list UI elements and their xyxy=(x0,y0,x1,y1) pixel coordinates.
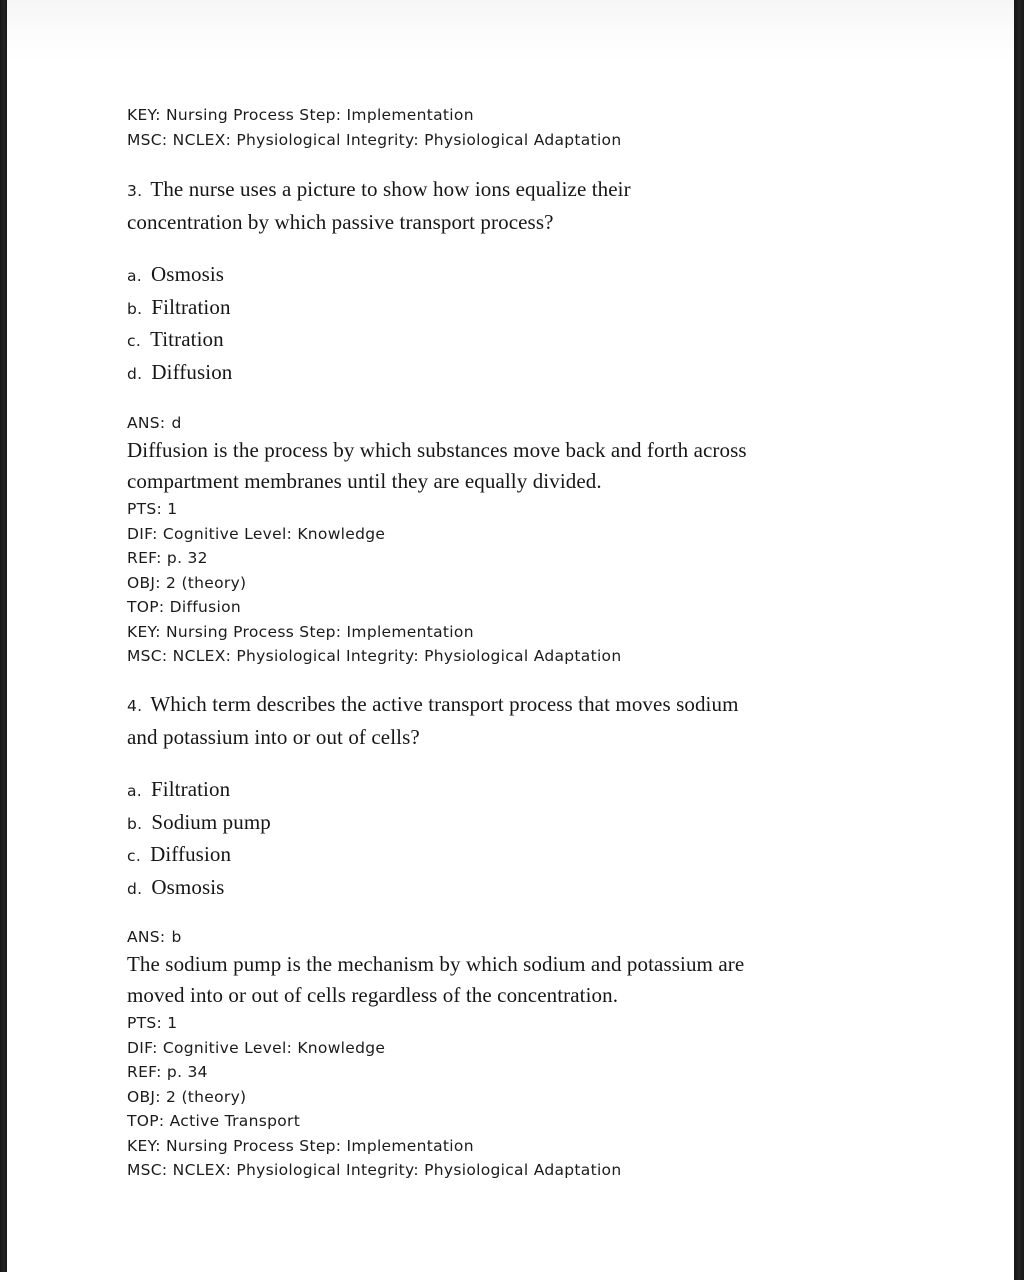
question-3-text-line-1: The nurse uses a picture to show how ions equalize their xyxy=(150,177,631,201)
option-text: Titration xyxy=(150,327,224,352)
rationale-line: moved into or out of cells regardless of the concentration. xyxy=(127,983,619,1008)
option-text: Osmosis xyxy=(151,874,225,899)
rationale-line: Diffusion is the process by which substances move back and forth across xyxy=(127,438,747,463)
option-row xyxy=(127,807,947,840)
question-4-text-line-2: and potassium into or out of cells? xyxy=(127,724,420,749)
meta-line-top: TOP: Diffusion xyxy=(127,598,242,617)
question-3-meta xyxy=(127,497,947,669)
meta-line-ref: REF: p. 34 xyxy=(127,1063,208,1082)
option-text: Sodium pump xyxy=(151,809,271,834)
question-4-number: 4. xyxy=(127,696,143,715)
answer-label: ANS: xyxy=(127,927,166,946)
question-3-text xyxy=(127,174,947,238)
option-letter: d. xyxy=(127,365,143,384)
answer-letter: d xyxy=(171,413,182,432)
question-4-text xyxy=(127,689,947,753)
rationale-line: The sodium pump is the mechanism by which sodium and potassium are xyxy=(127,952,745,977)
meta-line-key: KEY: Nursing Process Step: Implementation xyxy=(127,622,474,641)
carryover-meta-block xyxy=(127,103,947,152)
meta-line-pts: PTS: 1 xyxy=(127,1014,178,1033)
meta-line-pts: PTS: 1 xyxy=(127,500,178,519)
right-edge-bar xyxy=(1014,0,1024,1280)
option-text: Osmosis xyxy=(151,262,225,286)
option-row xyxy=(127,357,947,390)
option-letter: a. xyxy=(127,267,143,285)
meta-line-dif: DIF: Cognitive Level: Knowledge xyxy=(127,1038,386,1057)
option-row xyxy=(127,292,947,325)
meta-line-obj: OBJ: 2 (theory) xyxy=(127,1087,247,1106)
option-letter: d. xyxy=(127,879,143,898)
meta-line-ref: REF: p. 32 xyxy=(127,549,208,568)
question-4-meta xyxy=(127,1011,947,1183)
question-3-text-line-2: concentration by which passive transport process? xyxy=(127,210,554,234)
question-4-text-line-1: Which term describes the active transport process that moves sodium xyxy=(150,691,739,716)
document-content xyxy=(127,103,947,1183)
option-text: Diffusion xyxy=(151,360,233,385)
rationale-line: compartment membranes until they are equally divided. xyxy=(127,469,602,494)
option-letter: b. xyxy=(127,814,143,833)
left-edge-bar xyxy=(0,0,7,1272)
option-row xyxy=(127,259,947,292)
meta-line-msc: MSC: NCLEX: Physiological Integrity: Physiological Adaptation xyxy=(127,130,622,149)
option-text: Diffusion xyxy=(150,842,232,867)
rationale xyxy=(127,435,947,497)
option-row xyxy=(127,872,947,905)
meta-line-obj: OBJ: 2 (theory) xyxy=(127,573,247,592)
meta-line-dif: DIF: Cognitive Level: Knowledge xyxy=(127,524,386,543)
meta-line-key: KEY: Nursing Process Step: Implementation xyxy=(127,1136,474,1155)
answer-line xyxy=(127,925,947,950)
option-letter: a. xyxy=(127,781,143,800)
question-3-line-1 xyxy=(127,174,947,207)
meta-line-msc: MSC: NCLEX: Physiological Integrity: Physiological Adaptation xyxy=(127,1161,622,1180)
question-3-number: 3. xyxy=(127,182,143,200)
rationale xyxy=(127,949,947,1011)
option-row xyxy=(127,774,947,807)
question-3-answer-block xyxy=(127,411,947,669)
meta-line-top: TOP: Active Transport xyxy=(127,1112,301,1131)
option-letter: c. xyxy=(127,332,142,351)
answer-label: ANS: xyxy=(127,413,166,432)
question-4-line-1 xyxy=(127,689,947,722)
meta-line-key: KEY: Nursing Process Step: Implementation xyxy=(127,106,474,124)
option-letter: b. xyxy=(127,299,143,318)
meta-line-msc: MSC: NCLEX: Physiological Integrity: Physiological Adaptation xyxy=(127,647,622,666)
option-letter: c. xyxy=(127,847,142,866)
question-3-options xyxy=(127,259,947,390)
option-row xyxy=(127,839,947,872)
question-4-answer-block xyxy=(127,925,947,1183)
option-row xyxy=(127,324,947,357)
option-text: Filtration xyxy=(151,776,231,801)
option-text: Filtration xyxy=(151,294,231,319)
question-4-options xyxy=(127,774,947,905)
answer-line xyxy=(127,411,947,436)
answer-letter: b xyxy=(171,927,182,946)
page-top-shading xyxy=(7,0,1014,62)
